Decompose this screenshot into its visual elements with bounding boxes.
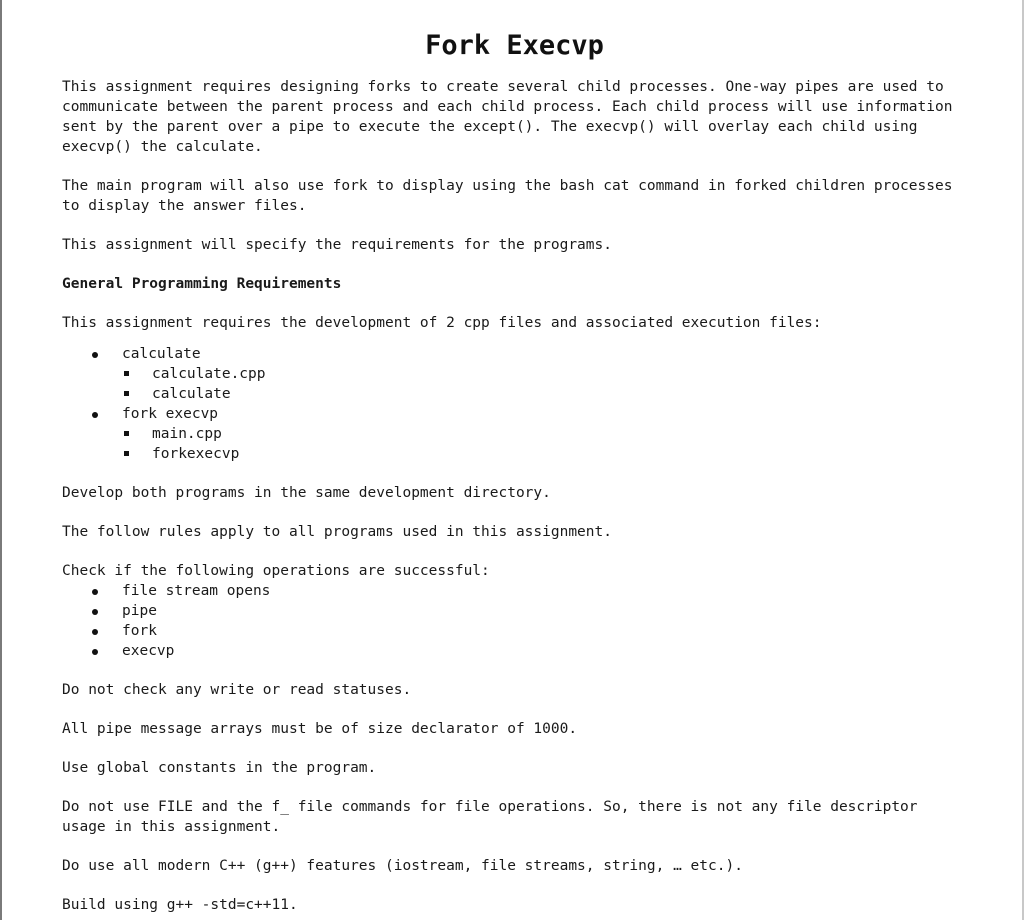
same-dir-paragraph: Develop both programs in the same development directory. xyxy=(62,485,551,501)
check-item: pipe xyxy=(122,603,157,619)
list-item xyxy=(62,601,967,621)
list-item xyxy=(122,364,967,384)
list-item xyxy=(62,581,967,601)
check-item: file stream opens xyxy=(122,583,271,599)
file-list xyxy=(122,424,967,464)
file-list xyxy=(122,364,967,404)
bullet-icon xyxy=(92,589,98,595)
no-file-paragraph: Do not use FILE and the f_ file commands for file operations. So, there is not any file descriptor usage in this assignment. xyxy=(62,799,918,835)
file-name: forkexecvp xyxy=(152,446,240,462)
file-name: main.cpp xyxy=(152,426,222,442)
fork-display-paragraph: The main program will also use fork to display using the bash cat command in forked children processes to display the answer files. xyxy=(62,178,953,214)
square-bullet-icon xyxy=(124,371,129,376)
list-item xyxy=(62,404,967,464)
spec-note-paragraph: This assignment will specify the requirements for the programs. xyxy=(62,237,612,253)
no-status-paragraph: Do not check any write or read statuses. xyxy=(62,682,412,698)
list-item xyxy=(62,621,967,641)
check-item: fork xyxy=(122,623,157,639)
bullet-icon xyxy=(92,609,98,615)
check-item: execvp xyxy=(122,643,175,659)
global-const-paragraph: Use global constants in the program. xyxy=(62,760,377,776)
program-name: calculate xyxy=(122,346,201,362)
list-item xyxy=(62,344,967,404)
file-name: calculate.cpp xyxy=(152,366,266,382)
list-item xyxy=(122,424,967,444)
file-name: calculate xyxy=(152,386,231,402)
intro-paragraph: This assignment requires designing forks to create several child processes. One-way pipes are used to communicate between the parent process and each child process. Each child process will use information sent by the parent over a pipe to execute the except(). The execvp() will overlay each child using execvp() the calculate. xyxy=(62,79,953,155)
list-item xyxy=(122,384,967,404)
bullet-icon xyxy=(92,412,98,418)
square-bullet-icon xyxy=(124,391,129,396)
check-list xyxy=(62,581,967,661)
array-size-paragraph: All pipe message arrays must be of size declarator of 1000. xyxy=(62,721,578,737)
rules-paragraph: The follow rules apply to all programs used in this assignment. xyxy=(62,524,612,540)
list-item xyxy=(62,641,967,661)
bullet-icon xyxy=(92,649,98,655)
program-name: fork execvp xyxy=(122,406,219,422)
files-intro-paragraph: This assignment requires the development of 2 cpp files and associated execution files: xyxy=(62,315,822,331)
bullet-icon xyxy=(92,352,98,358)
page-title: Fork Execvp xyxy=(425,30,604,61)
modern-cpp-paragraph: Do use all modern C++ (g++) features (iostream, file streams, string, … etc.). xyxy=(62,858,743,874)
section-heading: General Programming Requirements xyxy=(62,276,342,292)
list-item xyxy=(122,444,967,464)
program-list xyxy=(62,344,967,464)
square-bullet-icon xyxy=(124,451,129,456)
check-intro-paragraph: Check if the following operations are successful: xyxy=(62,563,490,579)
bullet-icon xyxy=(92,629,98,635)
square-bullet-icon xyxy=(124,431,129,436)
build-paragraph: Build using g++ -std=c++11. xyxy=(62,897,298,913)
document-body xyxy=(62,20,967,915)
